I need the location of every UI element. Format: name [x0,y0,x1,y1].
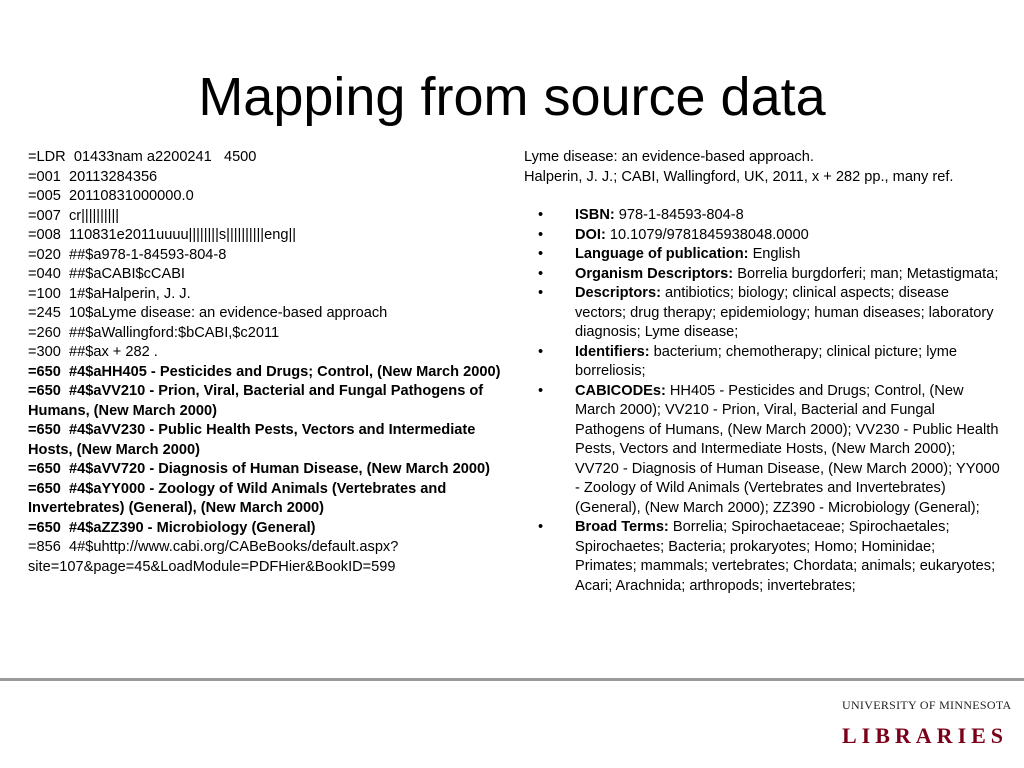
bullet-icon: • [538,226,544,243]
marc-line: =100 1#$aHalperin, J. J. [28,285,191,302]
marc-line: =650 #4$aVV720 - Diagnosis of Human Disease, (New March 2000) [28,461,490,477]
field-value: bacterium; chemotherapy; clinical picture; lyme borreliosis; [575,343,958,379]
marc-record [28,148,508,577]
marc-line: =001 20113284356 [28,168,158,185]
field-value: 10.1079/9781845938048.0000 [609,226,809,243]
field-label: Identifiers: [575,343,650,360]
citation-panel [524,148,1000,596]
university-logo [842,698,1012,749]
bullet-icon: • [538,265,544,282]
bullet-icon: • [538,382,544,399]
citation [524,148,1000,187]
field-label: Broad Terms: [575,519,669,535]
field-label: Descriptors: [575,285,661,301]
bullet-icon: • [538,343,544,360]
field-list [524,206,1000,596]
marc-line: =650 #4$aYY000 - Zoology of Wild Animals (Vertebrates and Invertebrates) (General), (New March 2000) [28,480,451,516]
marc-line: =005 20110831000000.0 [28,188,194,204]
field-label: Language of publication: [575,246,749,262]
field-value: HH405 - Pesticides and Drugs; Control, (New March 2000); VV210 - Prion, Viral, Bacterial and Fungal Pathogens of Humans, (New March 2000); VV230 - Public Health Pests, Vectors and Intermediate Hosts, (New March 2000); VV720 - Diagnosis of Human Disease, (New March 2000); YY000 - Zoology of Wild Animals (Vertebrates and Invertebrates) (General), (New March 2000); ZZ390 - Microbiology (General); [575,382,1000,516]
marc-line: =040 ##$aCABI$cCABI [28,266,185,282]
field-value: antibiotics; biology; clinical aspects; disease vectors; drug therapy; epidemiology; human diseases; laboratory diagnosis; Lyme disease; [575,285,994,340]
field-item [524,284,1000,343]
slide-title: Mapping from source data [198,67,826,127]
field-label: CABICODEs: [575,382,666,399]
field-item [524,226,1000,246]
marc-line: =650 #4$aHH405 - Pesticides and Drugs; Control, (New March 2000) [28,363,501,380]
field-value: Borrelia; Spirochaetaceae; Spirochaetales; Spirochaetes; Bacteria; prokaryotes; Homo; Hominidae; Primates; mammals; vertebrates; Chordata; animals; eukaryotes; Acari; Arachnida; arthropods; invertebrates; [575,519,996,594]
marc-line: =020 ##$a978-1-84593-804-8 [28,246,227,263]
field-label: ISBN: [575,207,615,223]
marc-line: =300 ##$ax + 282 . [28,344,158,360]
field-value: Borrelia burgdorferi; man; Metastigmata; [737,265,999,282]
bullet-icon: • [538,519,544,535]
footer-divider [0,678,1024,681]
field-value: English [752,246,801,262]
field-label: DOI: [575,226,606,243]
logo-university-text: UNIVERSITY OF MINNESOTA [842,698,1012,712]
field-item [524,343,1000,382]
citation-title: Lyme disease: an evidence-based approach. [524,149,814,165]
citation-details: Halperin, J. J.; CABI, Wallingford, UK, 2011, x + 282 pp., many ref. [524,168,954,185]
marc-line: =LDR 01433nam a2200241 4500 [28,149,257,165]
logo-libraries-text: LIBRARIES [842,723,1009,748]
field-value: 978-1-84593-804-8 [618,207,744,223]
bullet-icon: • [538,246,544,262]
marc-line: =245 10$aLyme disease: an evidence-based approach [28,305,388,321]
marc-line: =008 110831e2011uuuu||||||||s||||||||||eng|| [28,227,297,243]
marc-line: =260 ##$aWallingford:$bCABI,$c2011 [28,324,280,341]
field-item [524,206,1000,226]
marc-line: =007 cr|||||||||| [28,207,120,224]
marc-line: =650 #4$aVV210 - Prion, Viral, Bacterial and Fungal Pathogens of Humans, (New March 2000) [28,383,488,419]
field-item [524,245,1000,265]
field-item [524,265,1000,285]
field-label: Organism Descriptors: [575,265,734,282]
marc-line: =856 4#$uhttp://www.cabi.org/CABeBooks/default.aspx?site=107&page=45&LoadModule=PDFHier&BookID=599 [28,539,399,575]
marc-line: =650 #4$aVV230 - Public Health Pests, Vectors and Intermediate Hosts, (New March 2000) [28,422,480,458]
bullet-icon: • [538,207,544,223]
field-item [524,518,1000,596]
bullet-icon: • [538,285,544,301]
marc-line: =650 #4$aZZ390 - Microbiology (General) [28,519,316,536]
field-item [524,382,1000,519]
